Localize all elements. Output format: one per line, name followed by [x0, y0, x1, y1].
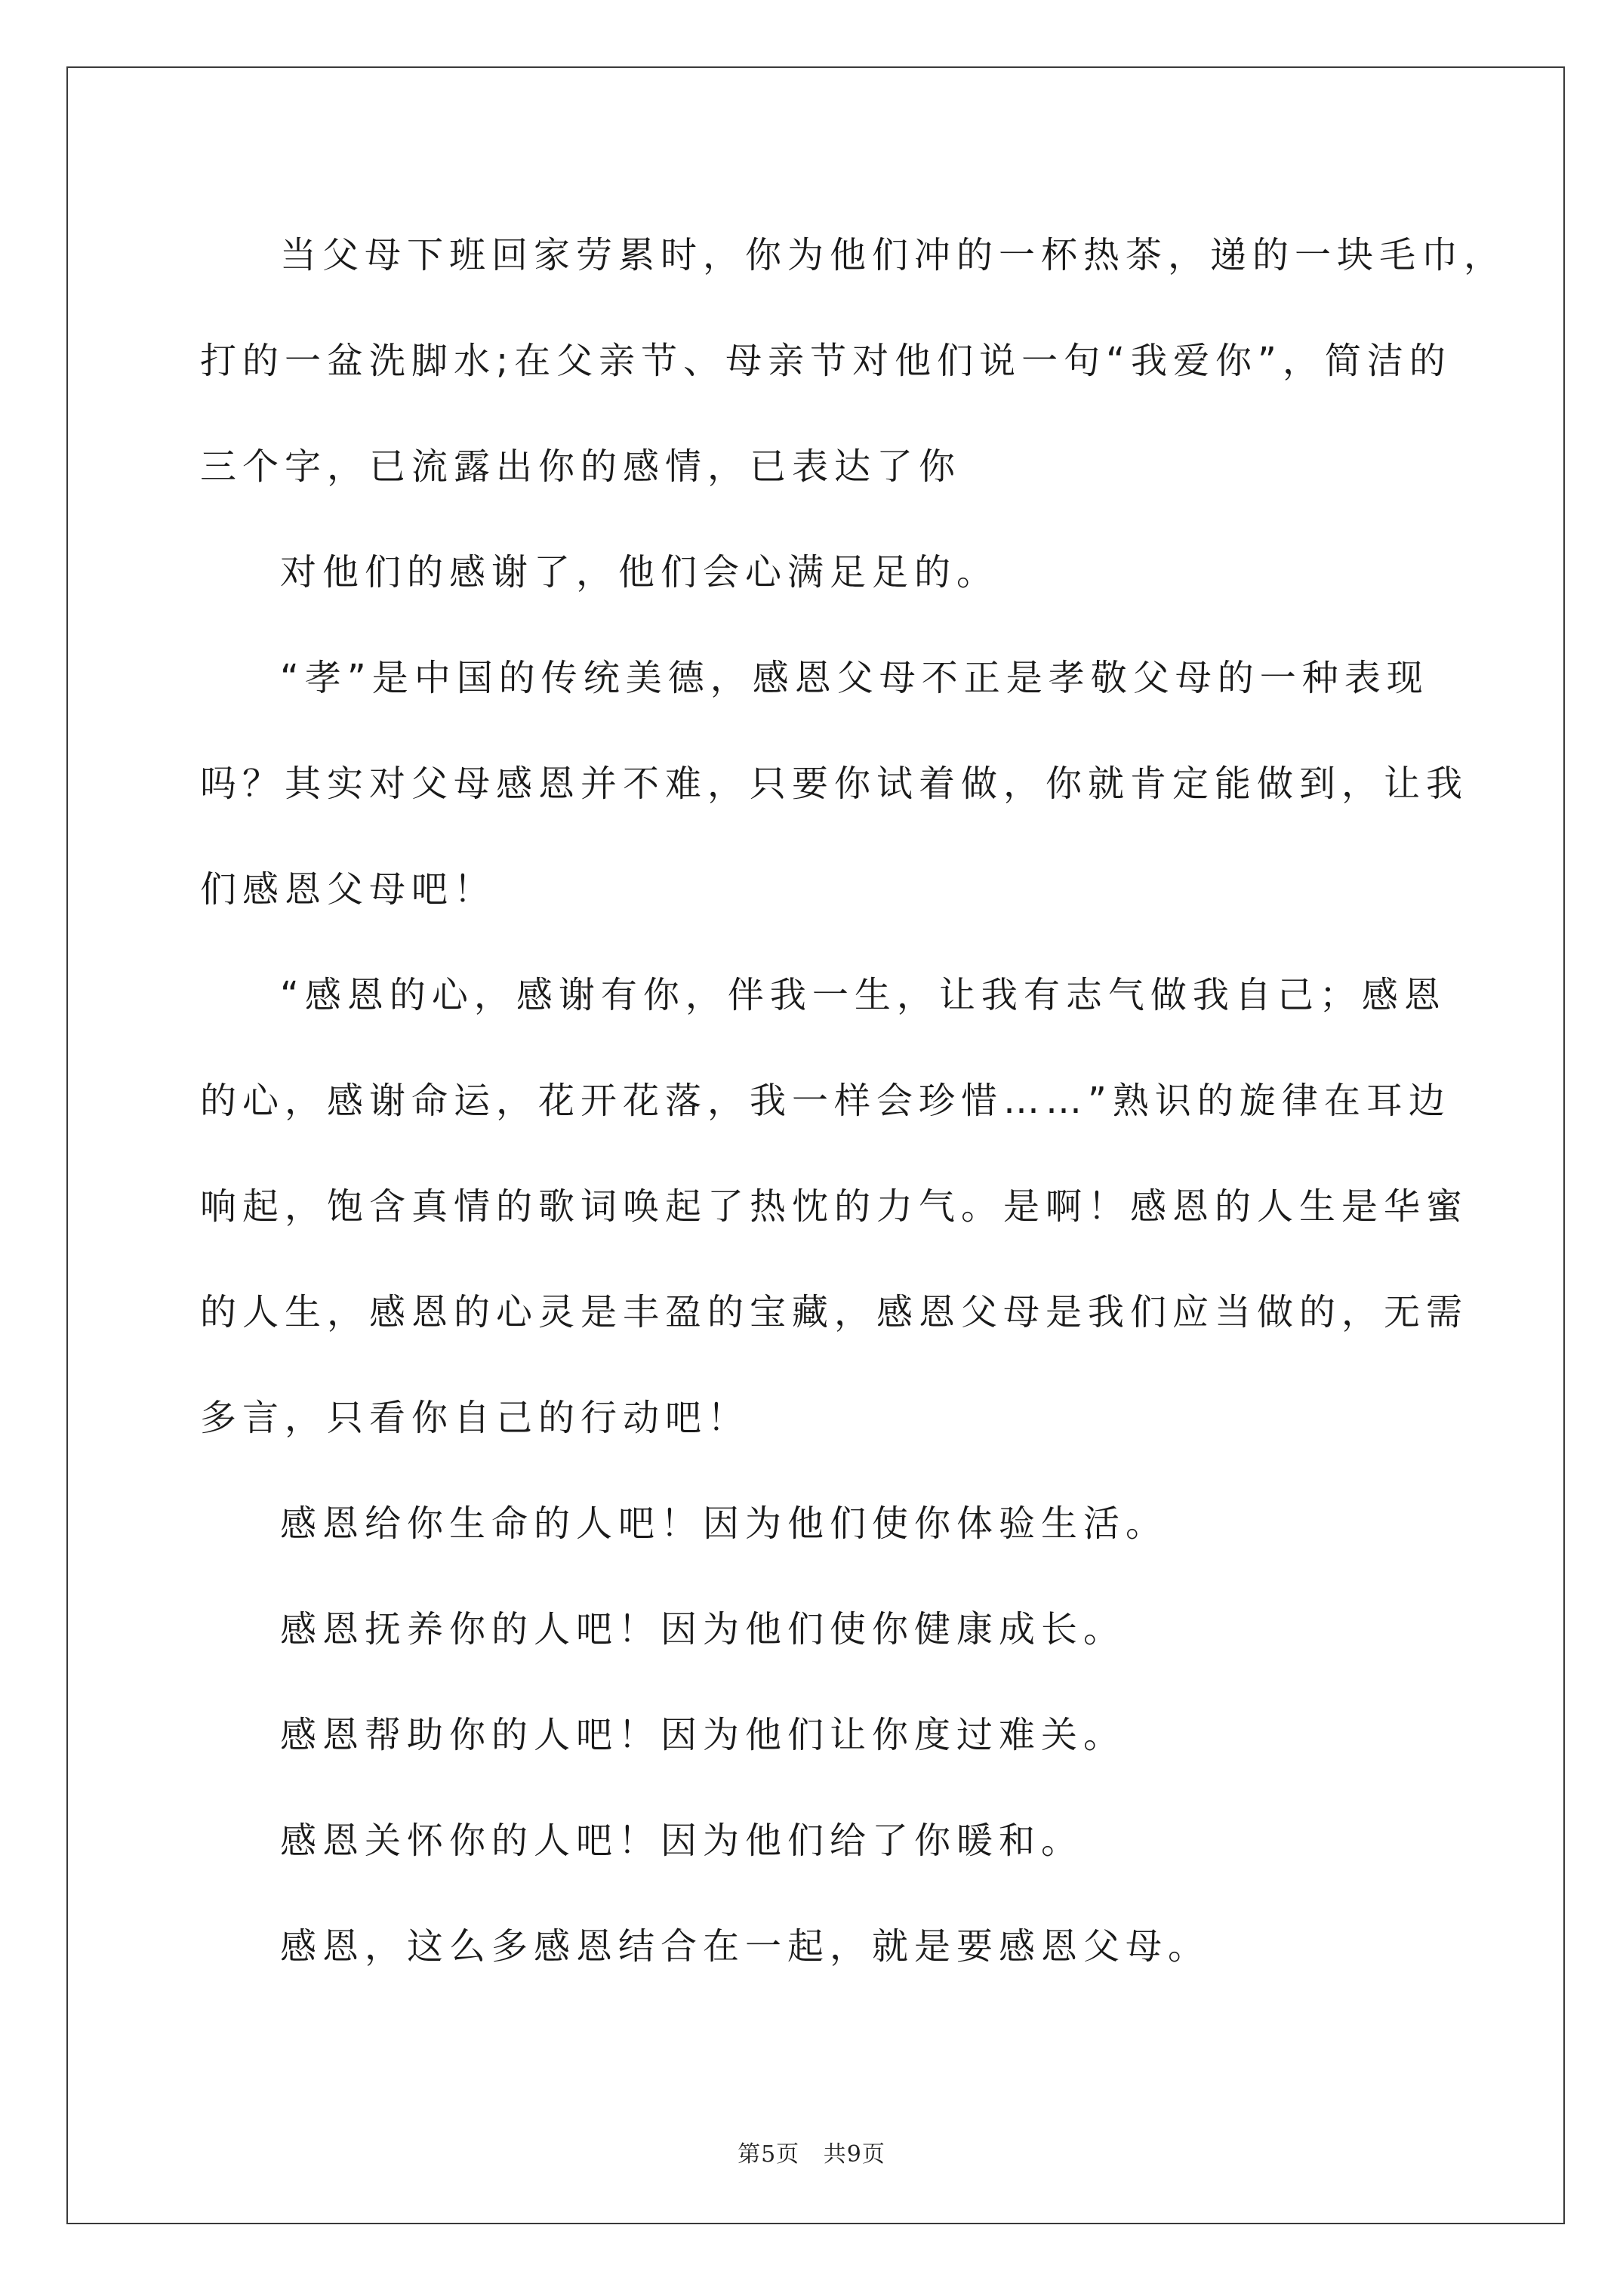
text-line: “感恩的心，感谢有你，伴我一生，让我有志气做我自己；感恩	[280, 974, 1446, 1016]
text-line: 感恩帮助你的人吧！因为他们让你度过难关。	[280, 1714, 1126, 1756]
page-footer	[0, 2135, 1623, 2168]
paragraph-7	[200, 1682, 1438, 1788]
paragraph-9	[200, 1894, 1438, 1999]
text-line: 多言，只看你自己的行动吧！	[200, 1397, 750, 1439]
text-line: 们感恩父母吧！	[200, 868, 497, 911]
paragraph-4	[200, 942, 1469, 1471]
page-number: 第5页	[738, 2141, 800, 2168]
document-body	[200, 202, 1507, 1999]
page-total: 共9页	[823, 2141, 885, 2168]
text-line: 感恩关怀你的人吧！因为他们给了你暖和。	[280, 1820, 1084, 1862]
footer-separator	[799, 2141, 824, 2168]
paragraph-3	[200, 625, 1469, 942]
paragraph-6	[200, 1576, 1438, 1682]
text-line: 感恩给你生命的人吧！因为他们使你体验生活。	[280, 1502, 1169, 1545]
paragraph-1	[200, 202, 1507, 519]
paragraph-2	[200, 519, 1438, 625]
text-line: 感恩抚养你的人吧！因为他们使你健康成长。	[280, 1608, 1126, 1650]
paragraph-8	[200, 1788, 1438, 1894]
text-line: 当父母下班回家劳累时，你为他们冲的一杯热茶，递的一块毛巾，	[280, 234, 1507, 276]
text-line: 响起，饱含真情的歌词唤起了热忱的力气。是啊！感恩的人生是华蜜	[200, 1185, 1469, 1228]
text-line: “孝”是中国的传统美德，感恩父母不正是孝敬父母的一种表现	[280, 657, 1429, 699]
text-line: 对他们的感谢了，他们会心满足足的。	[280, 551, 999, 593]
text-line: 三个字，已流露出你的感情，已表达了你	[200, 445, 962, 488]
text-line: 的人生，感恩的心灵是丰盈的宝藏，感恩父母是我们应当做的，无需	[200, 1291, 1469, 1333]
text-line: 打的一盆洗脚水;在父亲节、母亲节对他们说一句“我爱你”，简洁的	[200, 340, 1452, 382]
text-line: 感恩，这么多感恩结合在一起，就是要感恩父母。	[280, 1925, 1211, 1968]
text-line: 的心，感谢命运，花开花落，我一样会珍惜……”熟识的旋律在耳边	[200, 1080, 1451, 1122]
paragraph-5	[200, 1471, 1438, 1576]
text-line: 吗？其实对父母感恩并不难，只要你试着做，你就肯定能做到，让我	[200, 763, 1469, 805]
